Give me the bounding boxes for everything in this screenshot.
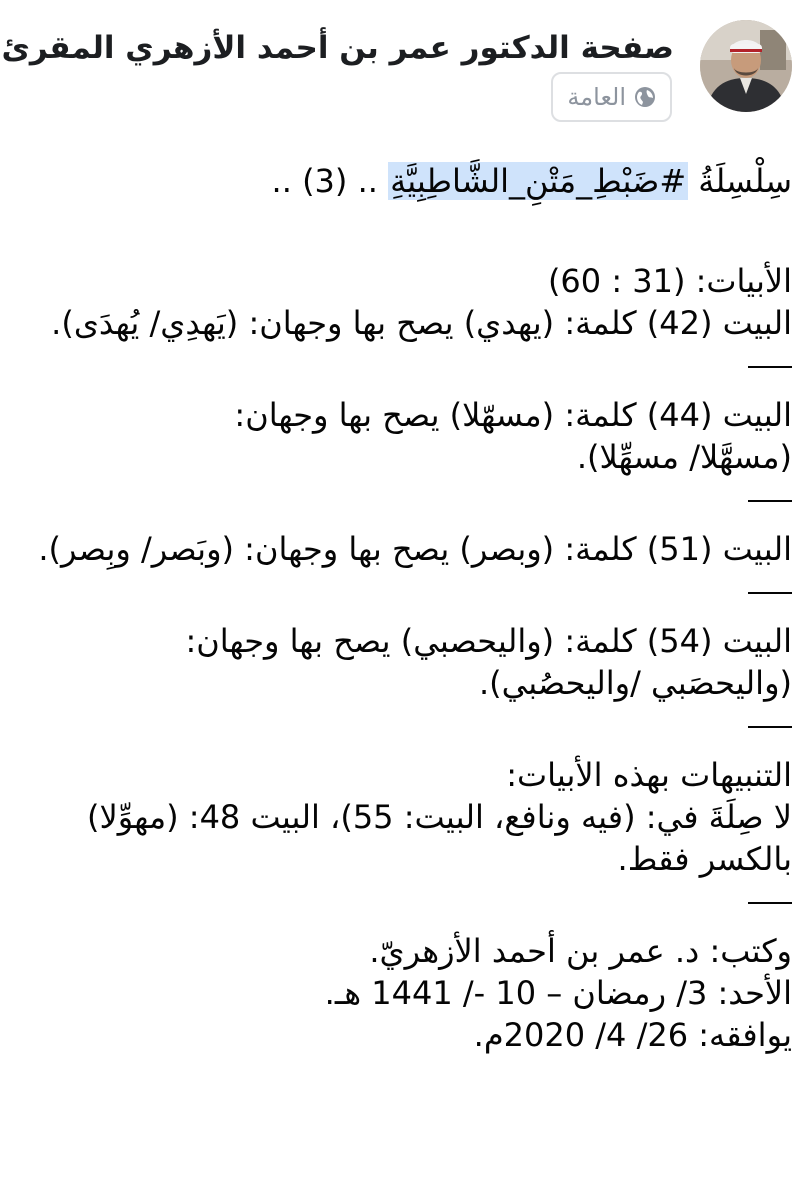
series-title — [17, 160, 792, 202]
notes-title: التنبيهات بهذه الأبيات: — [506, 756, 792, 794]
divider — [748, 592, 792, 594]
divider — [748, 366, 792, 368]
audience-selector[interactable] — [551, 72, 672, 122]
page-name[interactable]: صفحة الدكتور عمر بن أحمد الأزهري المقرئ — [1, 30, 674, 66]
post-header — [0, 0, 812, 140]
author-line: وكتب: د. عمر بن أحمد الأزهريّ. — [369, 932, 792, 970]
verse-42: البيت (42) كلمة: (يهدي) يصح بها وجهان: (يَهدِي/ يُهدَى). — [51, 304, 792, 342]
globe-icon — [634, 86, 656, 108]
divider — [748, 726, 792, 728]
divider — [748, 500, 792, 502]
post-text — [17, 160, 792, 1056]
verse-44-line1: البيت (44) كلمة: (مسهّلا) يصح بها وجهان: — [234, 396, 792, 434]
date-gregorian: يوافقه: 26/ 4/ 2020م. — [473, 1016, 792, 1054]
date-hijri: الأحد: 3/ رمضان – 10 -/ 1441 هـ. — [324, 974, 792, 1012]
verses-range: الأبيات: (31 : 60) — [547, 262, 792, 300]
verse-44-line2: (مسهَّلا/ مسهِّلا). — [576, 438, 792, 476]
verse-54-line2: (واليحصَبي /واليحصُبي). — [478, 664, 792, 702]
series-suffix: .. (3) .. — [271, 162, 389, 200]
audience-label: العامة — [567, 83, 626, 111]
notes-line1: لا صِلَةَ في: (فيه ونافع، البيت: 55)، البيت 48: (مهوِّلا) — [86, 798, 792, 836]
avatar-photo-icon — [700, 20, 792, 112]
hashtag-link[interactable]: #ضَبْطِ_مَتْنِ_الشَّاطِبِيَّةِ — [390, 162, 687, 200]
verse-51: البيت (51) كلمة: (وبصر) يصح بها وجهان: (وبَصر/ وبِصر). — [38, 530, 792, 568]
divider — [748, 902, 792, 904]
series-prefix: سِلْسِلَةُ — [688, 162, 792, 200]
avatar[interactable] — [700, 20, 792, 112]
notes-line2: بالكسر فقط. — [617, 840, 792, 878]
verse-54-line1: البيت (54) كلمة: (واليحصبي) يصح بها وجهان: — [185, 622, 792, 660]
